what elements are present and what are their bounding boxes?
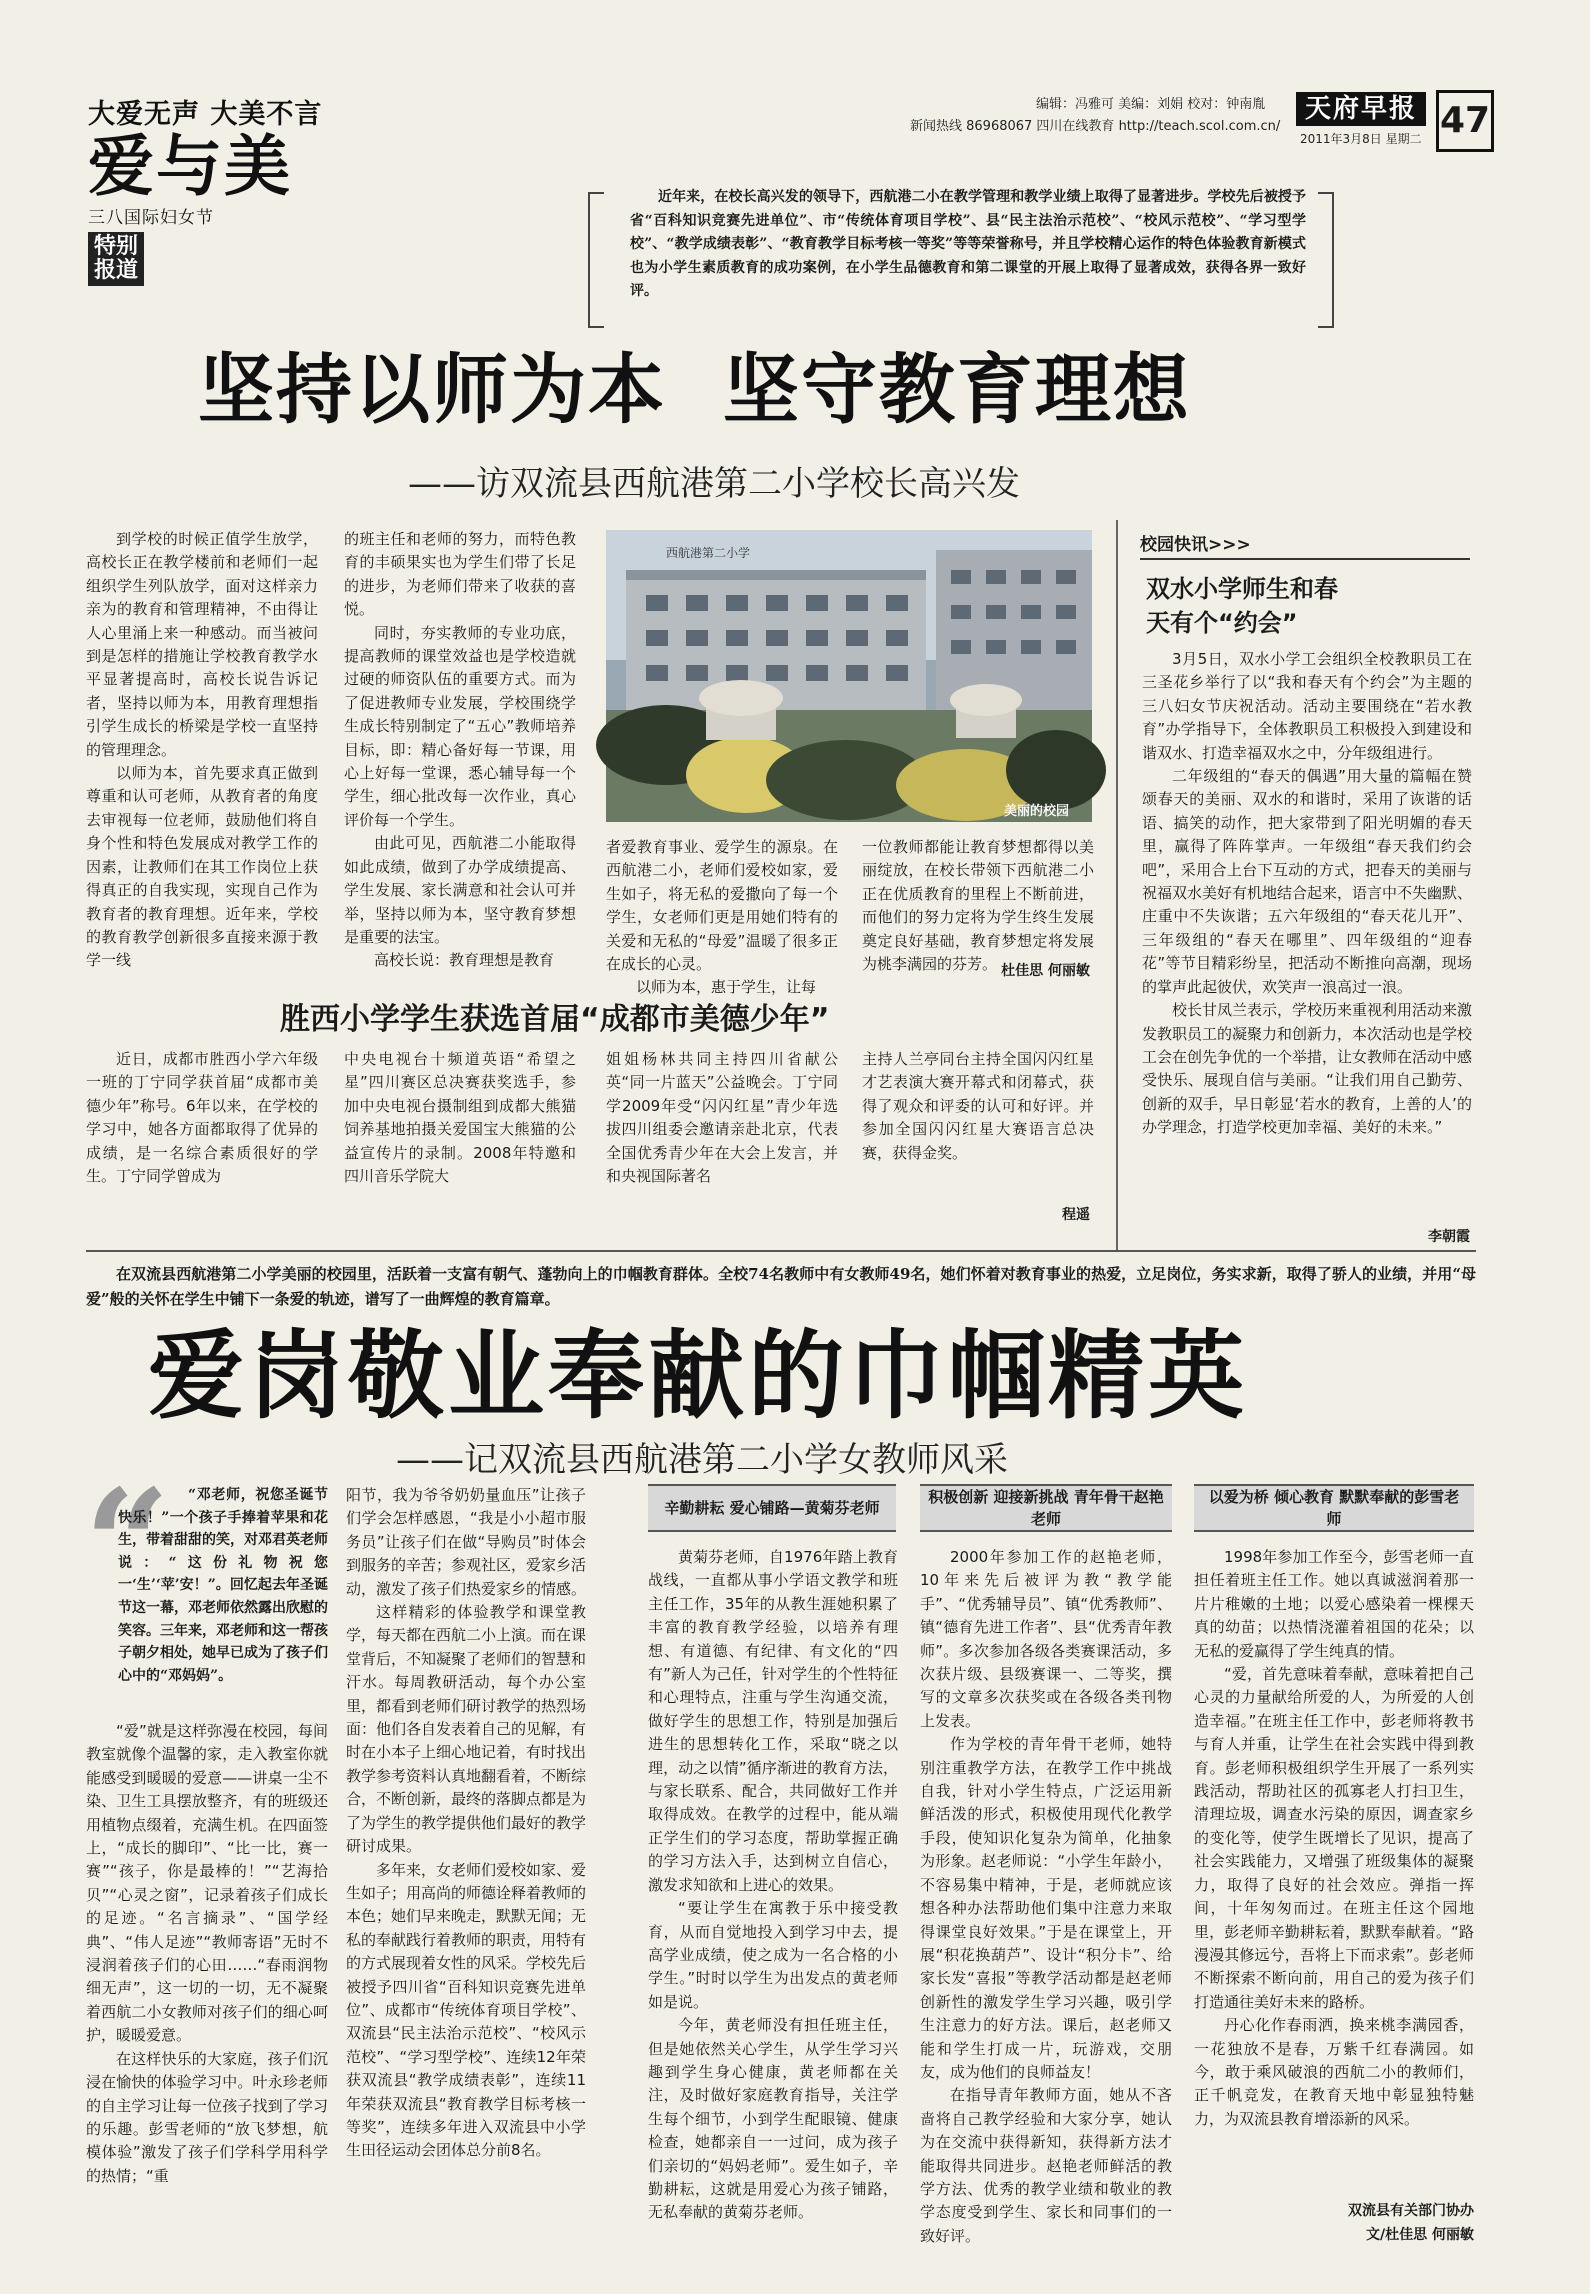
box1-p1: 黄菊芬老师，自1976年踏上教育战线，一直都从事小学语文教学和班主任工作，35年的从教生涯她积累了丰富的教育教学经验，以培养有理想、有道德、有纪律、有文化的“四有”新人为己任，针对学生的个性特征和心理特点，注重与学生沟通交流，做好学生的思想工作，特别是加强后进生的思想转化工作，采取“晓之以理，动之以情”循序渐进的教育方法，与家长联系、配合，共同做好工作并取得成效。在教学的过程中，能从端正学生们的学习态度，帮助掌握正确的学习方法入手，达到树立自信心，激发求知欲和上进心的效果。 [648,1548,898,1894]
news-brief-label: 校园快讯>>> [1140,535,1251,555]
paper-logo [1296,92,1426,126]
lead-intro [630,186,1306,336]
box2-body [920,1546,1172,2246]
box3-p2: “爱，首先意味着奉献，意味着把自己心灵的力量献给所爱的人，为所爱的人创造幸福。”在班主任工作中，彭老师将教书与育人并重，让学生在社会实践中得到教育。彭老师积极组织学生开展了一系列实践活动，帮助社区的孤寡老人打扫卫生，清理垃圾，调查水污染的原因，调查家乡的变化等，使学生既增长了见识，提高了社会实践能力，又增强了班级集体的凝聚力，取得了良好的社会效应。弹指一挥间，十年匆匆而过。在班主任这个园地里，彭老师辛勤耕耘着，默默奉献着。“路漫漫其修远兮，吾将上下而求索”。彭老师不断探索不断向前，用自己的爱为孩子们打造通往美好未来的路桥。 [1194,1665,1474,2011]
news-brief-rule [1140,558,1470,560]
special-report-label: 特别报道 [93,234,138,283]
section-separator [86,1250,1476,1252]
article3-col1-p2: 在这样快乐的大家庭，孩子们沉浸在愉快的体验学习中。叶永珍老师的自主学习让每一位孩子找到了学习的乐趣。彭雪老师的“放飞梦想，航模体验”激发了孩子们学科学用科学的热情；“重 [86,2049,328,2185]
section-slogan: 大爱无声 大美不言 [88,99,323,130]
article1-col3-p1: 者爱教育事业、爱学生的源泉。在西航港二小，老师们爱校如家，爱生如子，将无私的爱撒向了每一个学生，女老师们更是用她们特有的关爱和无私的“母爱”温暖了很多正在成长的心灵。 [606,838,838,974]
article2-col4 [862,1048,1094,1188]
section-logo [88,92,323,292]
article1-col2-p1: 的班主任和老师的努力，而特色教育的丰硕果实也为学生们带了长足的进步，为老师们带来了收获的喜悦。 [344,530,576,619]
article3-byline1: 双流县有关部门协办 [1348,2203,1474,2219]
article1-col2-p4: 高校长说：教育理想是教育 [374,951,555,970]
box2-title: 积极创新 迎接新挑战 青年骨干赵艳老师 [920,1484,1172,1532]
news-brief-p3: 校长甘凤兰表示，学校历来重视利用活动来激发教职员工的凝聚力和创新力，本次活动也是学校工会在创先争优的一个举措，让女教师在活动中感受快乐、展现自信与美丽。“让我们用自己勤劳、创新的双手，早日彰显‘若水的教育，上善的人’的办学理念，打造学校更加幸福、美好的未来。” [1142,1001,1473,1137]
article2-col3-p: 姐姐杨林共同主持四川省献公英“同一片蓝天”公益晚会。丁宁同学2009年受“闪闪红星”青少年选拔四川组委会邀请亲赴北京，代表全国优秀青少年在大会上发言，并和央视国际著名 [606,1050,838,1186]
column-divider [1116,520,1118,1250]
photo-caption: 美丽的校园 [1004,804,1070,819]
article3-col1-p1: “爱”就是这样弥漫在校园，每间教室就像个温馨的家，走入教室你就能感受到暖暖的爱意——讲桌一尘不染、卫生工具摆放整齐，有的班级还用植物点缀着，充满生机。在四面签上，“成长的脚印”、“比一比，赛一赛”“孩子，你是最棒的！”“艺海拾贝”“心灵之窗”，记录着孩子们成长的足迹。“名言摘录”、“国学经典”、“伟人足迹”“教师寄语”无时不浸润着孩子们的心田……“春雨润物细无声”，这一切的一切，无不凝聚着西航二小女教师对孩子们的细心呵护，暖暖爱意。 [86,1722,328,2045]
article3-quote [118,1484,328,1702]
article3-col2 [346,1484,586,2240]
article2-byline: 程遥 [1062,1207,1090,1223]
news-brief-body [1142,648,1472,1228]
hotline-line: 新闻热线 86968067 四川在线教育 http://teach.scol.com.cn/ [910,119,1281,134]
article3-col2-p3: 多年来，女老师们爱校如家、爱生如子；用高尚的师德诠释着教师的本色；她们早来晚走，默默无闻；无私的奉献践行着教师的职责，用特有的方式展现着女性的风采。学校先后被授予四川省“百科知识竞赛先进单位”、成都市“传统体育项目学校”、双流县“民主法治示范校”、“校风示范校”、“学习型学校”、连续12年荣获双流县“教学成绩表彰”，连续11年荣获双流县“教育教学目标考核一等奖”，连续多年进入双流县中小学生田径运动会团体总分前8名。 [346,1860,587,2160]
box1-p3: 今年，黄老师没有担任班主任，但是她依然关心学生，从学生学习兴趣到学生身心健康，黄老师都在关注，及时做好家庭教育指导，关注学生每个细节，小到学生配眼镜、健康检查，她都亲自一一过问，成为孩子们亲切的“妈妈老师”。爱生如子，辛勤耕耘，这就是用爱心为孩子铺路，无私奉献的黄菊芬老师。 [648,2016,898,2222]
article3-subhead: ——记双流县西航港第二小学女教师风采 [396,1440,1008,1480]
article1-byline: 杜佳思 何丽敏 [1001,963,1090,979]
box3-p1: 1998年参加工作至今，彭雪老师一直担任着班主任工作。她以真诚滋润着那一片片稚嫩的土地；以爱心感染着一棵棵天真的幼苗；以热情浇灌着祖国的花朵；以无私的爱赢得了学生纯真的情。 [1194,1548,1474,1660]
article1-col3-p2: 以师为本，惠于学生，让每 [636,978,817,997]
special-report-badge [88,232,144,286]
section-title: 爱与美 [88,128,292,205]
article1-col1 [86,528,318,980]
article2-col1 [86,1048,318,1234]
campus-photo-art [606,530,1092,822]
editors-line: 编辑：冯雅可 美编：刘娟 校对：钟南胤 [1036,97,1266,112]
article1-col2-p3: 由此可见，西航港二小能取得如此成绩，做到了办学成绩提高、学生发展、家长满意和社会认可并举，坚持以师为本，坚守教育梦想是重要的法宝。 [344,834,576,946]
news-brief-byline: 李朝霞 [1428,1229,1470,1245]
article3-col2-p1: 阳节，我为爷爷奶奶量血压”让孩子们学会怎样感恩，“我是小小超市服务员”让孩子们在做“导购员”时体会到服务的辛苦；参观社区，爱家乡活动，激发了孩子们热爱家乡的情感。 [346,1486,587,1598]
article2-col2-p: 中央电视台十频道英语“希望之星”四川赛区总决赛获奖选手，参加中央电视台摄制组到成都大熊猫饲养基地拍摄关爱国宝大熊猫的公益宣传片的录制。2008年特邀和四川音乐学院大 [344,1050,576,1186]
article1-headline: 坚持以师为本 坚守教育理想 [198,345,1191,434]
article3-col1 [86,1720,328,2240]
box3-body [1194,1546,1474,2196]
box1-body [648,1546,898,2246]
box3-p3: 丹心化作春雨洒，换来桃李满园香，一花独放不是春，万紫千红春满园。如今，敢于乘风破浪的西航二小的教师们，正千帆竞发，在教育天地中彰显独特魅力，为双流县教育增添新的风采。 [1194,2016,1474,2128]
page-number [1436,90,1494,152]
page-number-value: 47 [1439,100,1491,141]
intro-bracket-left [588,192,604,328]
quote-mark-icon: “ [84,1457,171,1633]
article2-headline: 胜西小学学生获选首届“成都市美德少年” [280,1002,830,1037]
article3-byline2: 文/杜佳思 何丽敏 [1366,2227,1474,2243]
section-subtitle: 三八国际妇女节 [88,208,214,228]
feature-intro-text: 在双流县西航港第二小学美丽的校园里，活跃着一支富有朝气、蓬勃向上的巾帼教育群体。全校74名教师中有女教师49名，她们怀着对教育事业的热爱，立足岗位，务实求新，取得了骄人的业绩，并用“母爱”般的关怀在学生中铺下一条爱的轨迹，谱写了一曲辉煌的教育篇章。 [86,1265,1476,1308]
article3-quote-text: “邓老师，祝您圣诞节快乐！”一个孩子手捧着苹果和花生，带着甜甜的笑，对邓君英老师说：“这份礼物祝您一‘生’‘苹’安！”。回忆起去年圣诞节这一幕，邓老师依然露出欣慰的笑容。三年来，邓老师和这一帮孩子朝夕相处，她早已成为了孩子们心中的“邓妈妈”。 [118,1487,328,1684]
news-brief-title: 双水小学师生和春天有个“约会” [1146,575,1338,637]
issue-date: 2011年3月8日 星期二 [1300,132,1422,146]
photo-sign: 西航港第二小学 [666,546,751,560]
article1-col1-p2: 以师为本，首先要求真正做到尊重和认可老师，从教育者的角度去审视每一位老师，鼓励他们将自身个性和特色发展成对教学工作的因素，让教师们在其工作岗位上获得真正的自我实现，实现自己作为教育者的教育理想。近年来，学校的教育教学创新很多直接来源于教学一线 [86,764,318,970]
lead-intro-text: 近年来，在校长高兴发的领导下，西航港二小在教学管理和教学业绩上取得了显著进步。学校先后被授予省“百科知识竞赛先进单位”、市“传统体育项目学校”、县“民主法治示范校”、“校风示范校”、“学习型学校”、“教学成绩表彰”、“教育教学目标考核一等奖”等等荣誉称号，并且学校精心运作的特色体验教育新模式也为小学生素质教育的成功案例，在小学生品德教育和第二课堂的开展上取得了显著成效，获得各界一致好评。 [630,189,1306,299]
intro-bracket-right [1318,192,1334,328]
box1-p2: “要让学生在寓教于乐中接受教育，从而自觉地投入到学习中去，提高学业成绩，使之成为一名合格的小学生。”时时以学生为出发点的黄老师如是说。 [648,1899,898,2011]
article1-col4-p1: 一位教师都能让教育梦想都得以美丽绽放，在校长带领下西航港二小正在优质教育的里程上不断前进，而他们的努力定将为学生终生发展奠定良好基础，教育梦想定将发展为桃李满园的芬芳。 [862,838,1094,974]
paper-name: 天府早报 [1304,94,1417,124]
article2-col2 [344,1048,576,1234]
article2-col3 [606,1048,838,1234]
article1-col1-p1: 到学校的时候正值学生放学，高校长正在教学楼前和老师们一起组织学生列队放学，面对这样亲力亲为的教育和管理精神，不由得让人心里涌上来一种感动。而当被问到是怎样的措施让学校教育教学水平显著提高时，高校长说告诉记者，坚持以师为本，用教育理想指引学生成长的桥梁是学校一直坚持的管理理念。 [86,530,318,759]
box1-title: 辛勤耕耘 爱心铺路—黄菊芬老师 [648,1484,896,1532]
article1-subhead: ——访双流县西航港第二小学校长高兴发 [408,464,1020,504]
box2-p1: 2000年参加工作的赵艳老师，10年来先后被评为教“教学能手”、“优秀辅导员”、镇“优秀教师”、镇“德育先进工作者”、县“优秀青年教师”。多次参加各级各类赛课活动，多次获片级、县级赛课一、二等奖，撰写的文章多次获奖或在各级各类刊物上发表。 [920,1548,1172,1730]
feature-intro [86,1262,1476,1318]
campus-photo [606,530,1092,822]
box2-p3: 在指导青年教师方面，她从不吝啬将自己教学经验和大家分享，她认为在交流中获得新知，获得新方法才能取得共同进步。赵艳老师鲜活的教学方法、优秀的教学业绩和敬业的教学态度受到学生、家长和同事们的一致好评。 [920,2086,1172,2245]
article1-col3 [606,836,838,997]
article2-col4-p: 主持人兰亭同台主持全国闪闪红星才艺表演大赛开幕式和闭幕式，获得了观众和评委的认可和好评。并参加全国闪闪红星大赛语言总决赛，获得金奖。 [862,1050,1094,1162]
article1-col2-p2: 同时，夯实教师的专业功底，提高教师的课堂效益也是学校造就过硬的师资队伍的重要方式。而为了促进教师专业发展，学校围绕学生成长特别制定了“五心”教师培养目标，即：精心备好每一节课，用心上好每一堂课，悉心辅导每一个学生，细心批改每一次作业，真心评价每一个学生。 [344,623,576,829]
news-brief-p2: 二年级组的“春天的偶遇”用大量的篇幅在赞颂春天的美丽、双水的和谐时，采用了诙谐的话语、搞笑的动作，把大家带到了阳光明媚的春天里，赢得了阵阵掌声。一年级组“春天我们约会吧”，采用合上台下互动的方式，把春天的美丽与祝福双水美好有机地结合起来，语言中不失幽默、庄重中不失诙谐；五六年级组的“春天花儿开”、三年级组的“春天在哪里”、四年级组的“迎春花”等节目精彩纷呈，把活动不断推向高潮，现场的掌声此起彼伏，欢笑声一浪高过一浪。 [1142,767,1473,996]
news-brief-p1: 3月5日，双水小学工会组织全校教职员工在三圣花乡举行了以“我和春天有个约会”为主题的三八妇女节庆祝活动。活动主要围绕在“若水教育”办学指导下，全体教职员工积极投入到建设和谐双水、打造幸福双水之中，分年级组进行。 [1142,650,1472,762]
box2-p2: 作为学校的青年骨干老师，她特别注重教学方法，在教学工作中挑战自我，针对小学生特点，广泛运用新鲜活泼的形式，积极使用现代化教学手段，使知识化复杂为简单，化抽象为形象。赵老师说：“小学生年龄小，不容易集中精神，于是，老师就应该想各种办法帮助他们集中注意力来取得课堂良好效果。”于是在课堂上，开展“积花换葫芦”、设计“积分卡”、给家长发“喜报”等教学活动都是赵老师创新性的激发学生学习兴趣，吸引学生注意力的好方法。课后，赵老师又能和学生打成一片，玩游戏，交朋友，成为他们的良师益友！ [920,1735,1172,2081]
box3-title: 以爱为桥 倾心教育 默默奉献的彭雪老师 [1194,1484,1474,1532]
article3-headline: 爱岗敬业奉献的巾帼精英 [148,1320,1248,1432]
article2-col1-p: 近日，成都市胜西小学六年级一班的丁宁同学获首届“成都市美德少年”称号。6年以来，在学校的学习中，她各方面都取得了优异的成绩，是一名综合素质很好的学生。丁宁同学曾成为 [86,1050,318,1186]
article3-col2-p2: 这样精彩的体验教学和课堂教学，每天都在西航二小上演。而在课堂背后，不知凝聚了老师们的智慧和汗水。每周教研活动，每个办公室里，都看到老师们研讨教学的热烈场面：他们各自发表着自己的见解，有时在小本子上细心地记着，有时找出教学参考资料认真地翻看着，不断综合，不断创新，最终的落脚点都是为了为学生的教学提供他们最好的教学研讨成果。 [346,1603,587,1856]
article1-col2 [344,528,576,980]
